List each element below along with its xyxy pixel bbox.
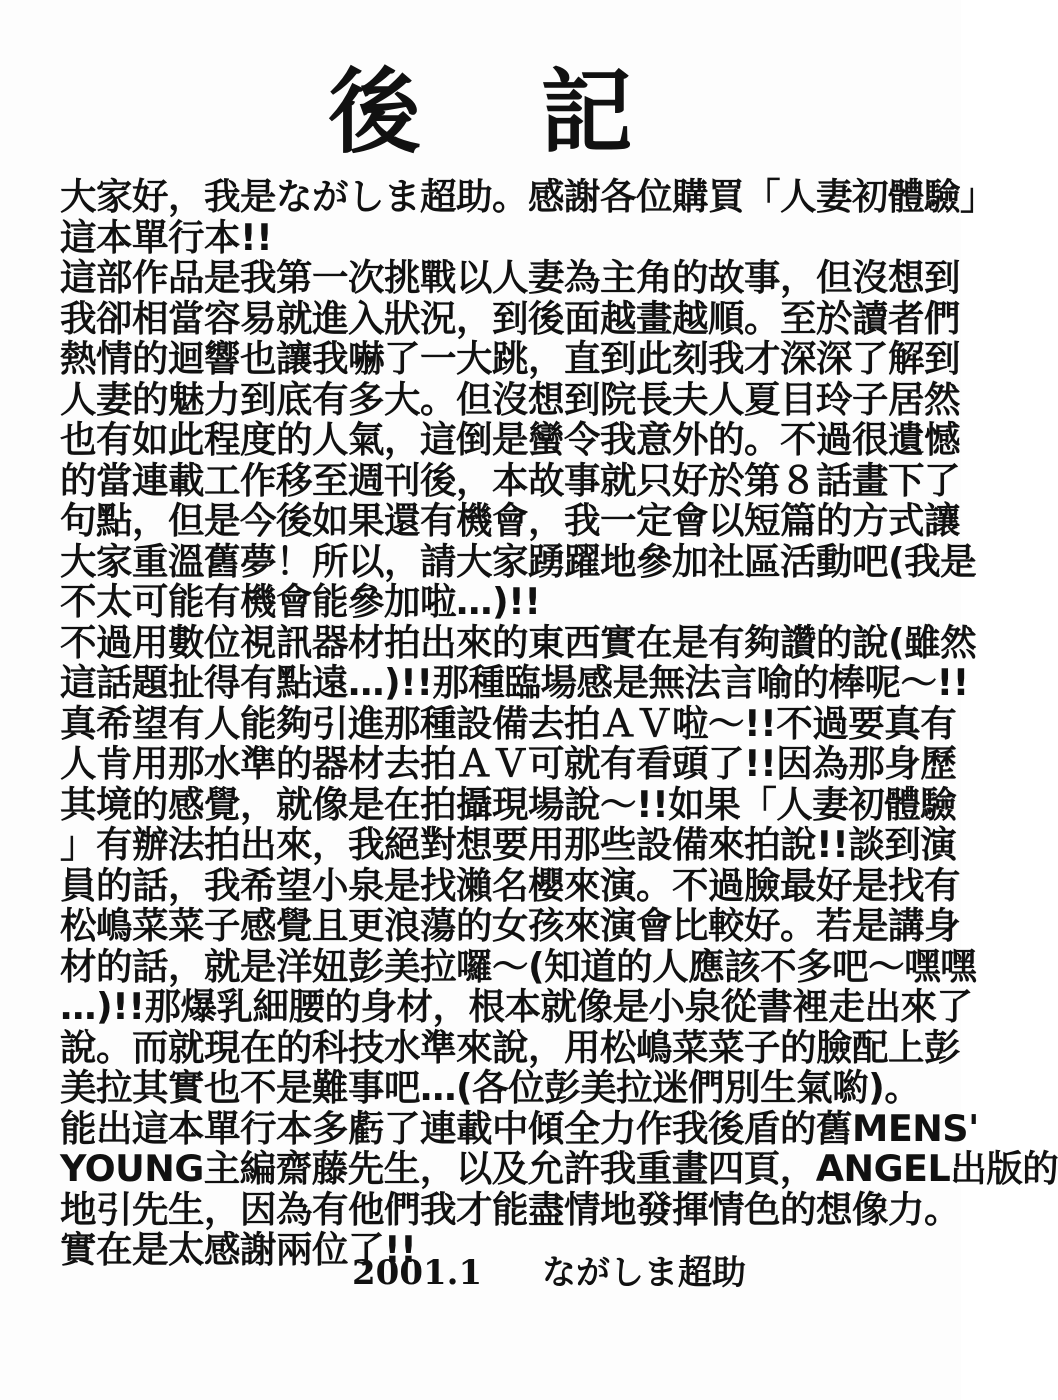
text-line: 不太可能有機會能參加啦…)!! <box>60 580 541 623</box>
text-line: 大家好，我是ながしま超助。感謝各位購買「人妻初體驗」 <box>60 175 996 218</box>
text-line: YOUNG主編齋藤先生，以及允許我重畫四頁，ANGEL出版的 <box>60 1147 1058 1190</box>
text-line: 大家重溫舊夢！所以，請大家踴躍地參加社區活動吧(我是 <box>60 539 977 583</box>
text-line: 能出這本單行本多虧了連載中傾全力作我後盾的舊MENS' <box>60 1106 979 1150</box>
signature <box>352 1252 746 1294</box>
text-line: 這本單行本!! <box>60 215 273 259</box>
signature-date: 2001.1 <box>352 1253 483 1293</box>
text-line: 實在是太感謝兩位了!! <box>60 1228 417 1271</box>
text-line: 熱情的迴響也讓我嚇了一大跳，直到此刻我才深深了解到 <box>60 337 960 380</box>
text-line: 這部作品是我第一次挑戰以人妻為主角的故事，但沒想到 <box>60 256 960 299</box>
text-line: 材的話，就是洋妞彭美拉囉～(知道的人應該不多吧～嘿嘿 <box>60 944 977 988</box>
signature-author: ながしま超助 <box>541 1253 746 1293</box>
text-line: 也有如此程度的人氣，這倒是蠻令我意外的。不過很遺憾 <box>60 418 960 461</box>
text-line: 真希望有人能夠引進那種設備去拍ＡＶ啦～!!不過要真有 <box>60 701 957 745</box>
text-line: 地引先生，因為有他們我才能盡情地發揮情色的想像力。 <box>60 1187 960 1231</box>
text-line: 的當連載工作移至週刊後，本故事就只好於第８話畫下了 <box>60 458 960 502</box>
text-line: 這話題扯得有點遠…)!!那種臨場感是無法言喻的棒呢～!! <box>60 661 969 704</box>
text-line: …)!!那爆乳細腰的身材，根本就像是小泉從書裡走出來了 <box>60 985 973 1028</box>
text-line: 句點，但是今後如果還有機會，我一定會以短篇的方式讓 <box>60 499 960 542</box>
text-line: 美拉其實也不是難事吧…(各位彭美拉迷們別生氣喲)。 <box>60 1066 921 1109</box>
text-line: 人妻的魅力到底有多大。但沒想到院長夫人夏目玲子居然 <box>60 377 960 421</box>
text-line: 人肯用那水準的器材去拍ＡＶ可就有看頭了!!因為那身歷 <box>60 742 957 785</box>
text-line: 其境的感覺，就像是在拍攝現場說～!!如果「人妻初體驗 <box>60 782 957 826</box>
text-line: 不過用數位視訊器材拍出來的東西實在是有夠讚的說(雖然 <box>60 620 977 664</box>
text-line: 我卻相當容易就進入狀況，到後面越畫越順。至於讀者們 <box>60 296 960 340</box>
text-line: 」有辦法拍出來，我絕對想要用那些設備來拍說!!談到演 <box>60 823 957 866</box>
page-title: 後 記 <box>328 58 677 166</box>
text-line: 說。而就現在的科技水準來說，用松嶋菜菜子的臉配上彭 <box>60 1025 960 1069</box>
text-line: 員的話，我希望小泉是找瀨名櫻來演。不過臉最好是找有 <box>60 863 960 907</box>
afterword-body <box>60 175 1058 1271</box>
text-line: 松嶋菜菜子感覺且更浪蕩的女孩來演會比較好。若是講身 <box>60 904 960 947</box>
